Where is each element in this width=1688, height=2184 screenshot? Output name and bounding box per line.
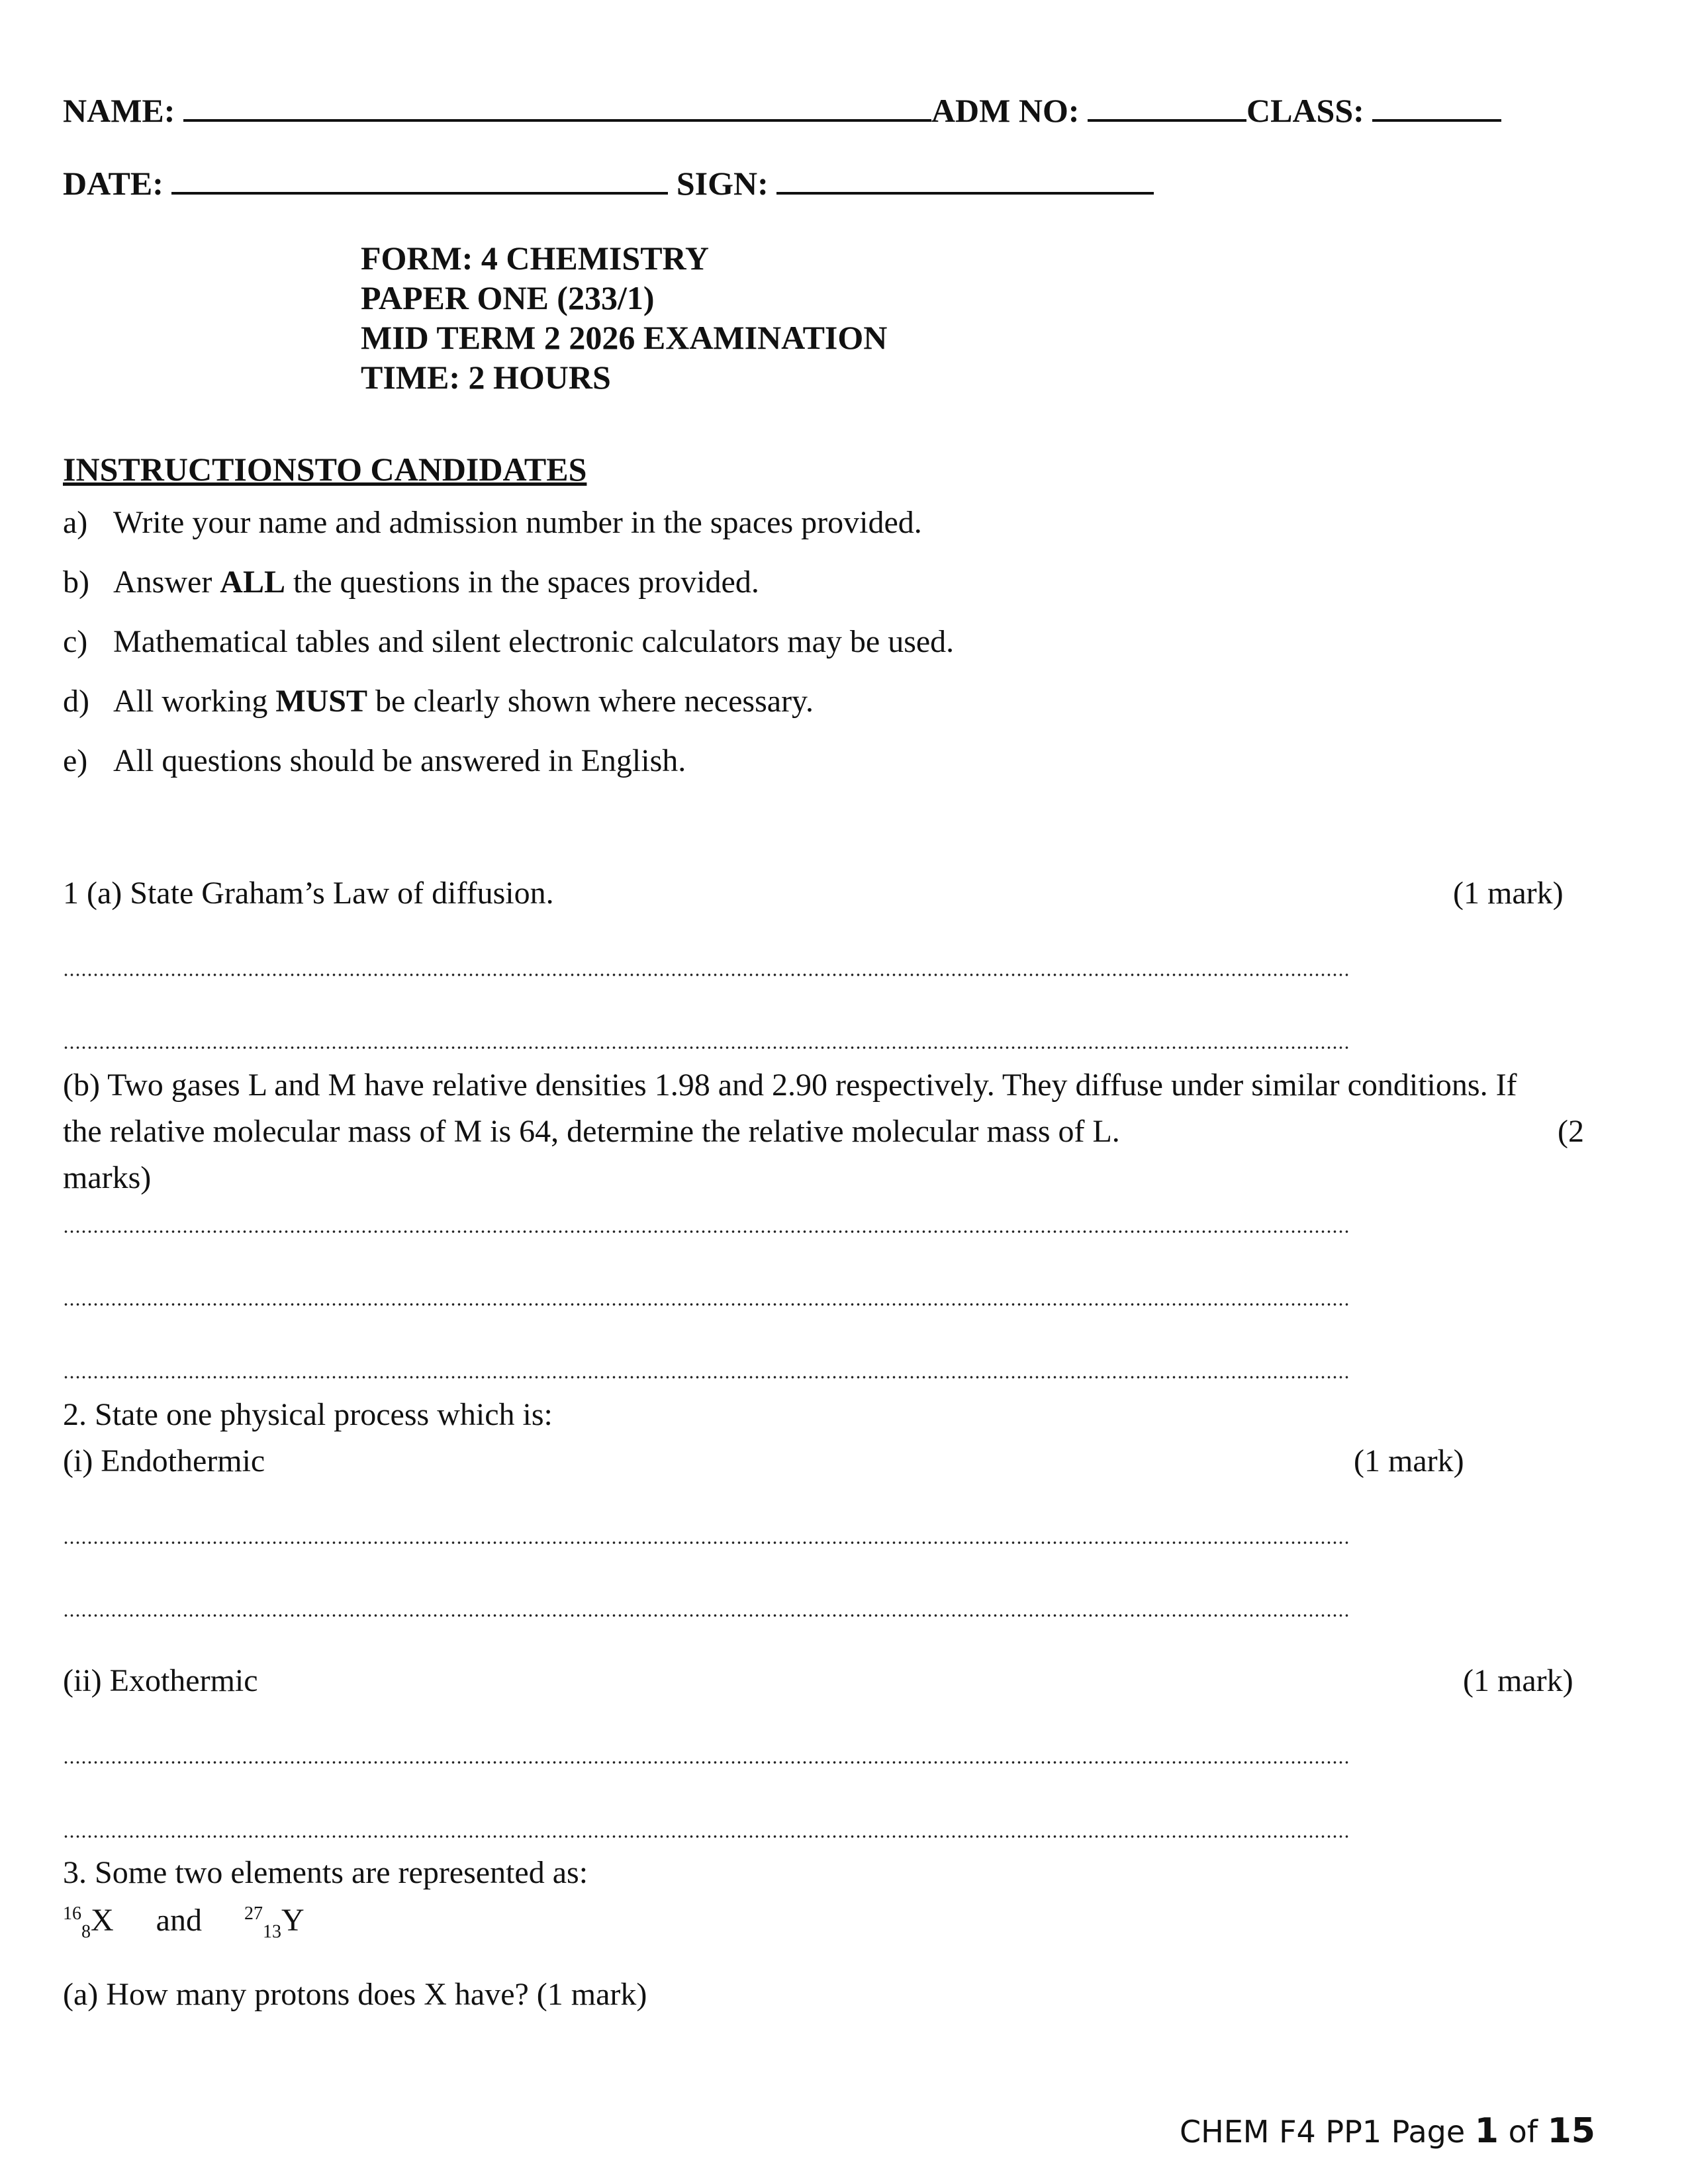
instruction-label: e) xyxy=(63,743,88,778)
title-paper: PAPER ONE (233/1) xyxy=(361,279,655,316)
answer-line[interactable] xyxy=(63,1760,1350,1764)
element-x-notation xyxy=(63,1903,114,1942)
answer-line[interactable] xyxy=(63,1230,1350,1234)
instructions-heading: INSTRUCTIONSTO CANDIDATES xyxy=(63,451,587,488)
name-field[interactable] xyxy=(183,93,931,122)
instruction-label: a) xyxy=(63,505,88,540)
element-y-notation xyxy=(244,1903,305,1942)
x-atomic-number: 8 xyxy=(81,1921,91,1942)
instruction-text: Write your name and admission number in the spaces provided. xyxy=(113,505,922,540)
exam-title-block xyxy=(361,238,887,397)
class-label: CLASS: xyxy=(1246,92,1364,129)
answer-line[interactable] xyxy=(63,1614,1350,1617)
instruction-item xyxy=(63,504,922,541)
name-label: NAME: xyxy=(63,92,175,129)
date-label: DATE: xyxy=(63,165,164,202)
question-1b-mark: (2 xyxy=(1558,1114,1584,1149)
answer-line[interactable] xyxy=(63,1835,1350,1839)
date-row xyxy=(63,164,1154,203)
title-exam: MID TERM 2 2026 EXAMINATION xyxy=(361,319,888,356)
question-2i: (i) Endothermic xyxy=(63,1443,265,1479)
title-time: TIME: 2 HOURS xyxy=(361,359,611,396)
answer-line[interactable] xyxy=(63,1375,1350,1379)
answer-line[interactable] xyxy=(63,1046,1350,1050)
question-3: 3. Some two elements are represented as: xyxy=(63,1855,588,1890)
date-field[interactable] xyxy=(171,165,668,195)
instruction-text: Mathematical tables and silent electronic calculators may be used. xyxy=(113,624,955,659)
question-1b-mark-cont: marks) xyxy=(63,1160,152,1195)
page-footer xyxy=(1180,2111,1595,2151)
question-1a-mark: (1 mark) xyxy=(1453,876,1564,911)
question-2: 2. State one physical process which is: xyxy=(63,1397,553,1432)
instruction-text: All working xyxy=(113,684,276,719)
sign-label: SIGN: xyxy=(676,165,769,202)
question-2ii-mark: (1 mark) xyxy=(1463,1663,1573,1698)
adm-no-label: ADM NO: xyxy=(931,92,1080,129)
instruction-label: b) xyxy=(63,565,89,600)
x-symbol: X xyxy=(91,1903,114,1938)
footer-prefix: CHEM F4 PP1 Page xyxy=(1180,2114,1475,2150)
y-atomic-number: 13 xyxy=(262,1921,281,1942)
answer-line[interactable] xyxy=(63,973,1350,977)
instruction-text: All questions should be answered in English. xyxy=(113,743,686,778)
instruction-item xyxy=(63,743,686,779)
y-mass-number: 27 xyxy=(244,1903,263,1924)
element-notation-row xyxy=(63,1902,305,1942)
y-symbol: Y xyxy=(281,1903,305,1938)
class-field[interactable] xyxy=(1372,93,1501,122)
footer-total-pages: 15 xyxy=(1547,2111,1595,2151)
name-row xyxy=(63,91,1501,130)
instruction-text: be clearly shown where necessary. xyxy=(367,684,814,719)
instruction-label: c) xyxy=(63,624,88,659)
instruction-item xyxy=(63,623,954,660)
footer-of: of xyxy=(1498,2114,1548,2150)
instruction-text: the questions in the spaces provided. xyxy=(285,565,759,600)
question-3a: (a) How many protons does X have? (1 mark) xyxy=(63,1977,647,2012)
instruction-emphasis: MUST xyxy=(275,684,368,719)
question-1b-line1: (b) Two gases L and M have relative densities 1.98 and 2.90 respectively. They diffuse under similar conditions. If xyxy=(63,1068,1517,1103)
adm-no-field[interactable] xyxy=(1088,93,1246,122)
question-2i-mark: (1 mark) xyxy=(1354,1443,1464,1479)
question-1a: 1 (a) State Graham’s Law of diffusion. xyxy=(63,876,554,911)
question-2ii: (ii) Exothermic xyxy=(63,1663,258,1698)
answer-line[interactable] xyxy=(63,1302,1350,1306)
footer-page-number: 1 xyxy=(1474,2111,1499,2151)
instruction-label: d) xyxy=(63,684,89,719)
question-1b-line2: the relative molecular mass of M is 64, determine the relative molecular mass of L. xyxy=(63,1114,1120,1149)
instruction-text: Answer xyxy=(113,565,220,600)
instruction-emphasis: ALL xyxy=(220,565,285,600)
answer-line[interactable] xyxy=(63,1541,1350,1545)
sign-field[interactable] xyxy=(776,165,1154,195)
instruction-item xyxy=(63,564,759,600)
instruction-item xyxy=(63,683,814,719)
title-subject: FORM: 4 CHEMISTRY xyxy=(361,240,710,277)
x-mass-number: 16 xyxy=(63,1903,81,1924)
and-text: and xyxy=(156,1903,202,1938)
